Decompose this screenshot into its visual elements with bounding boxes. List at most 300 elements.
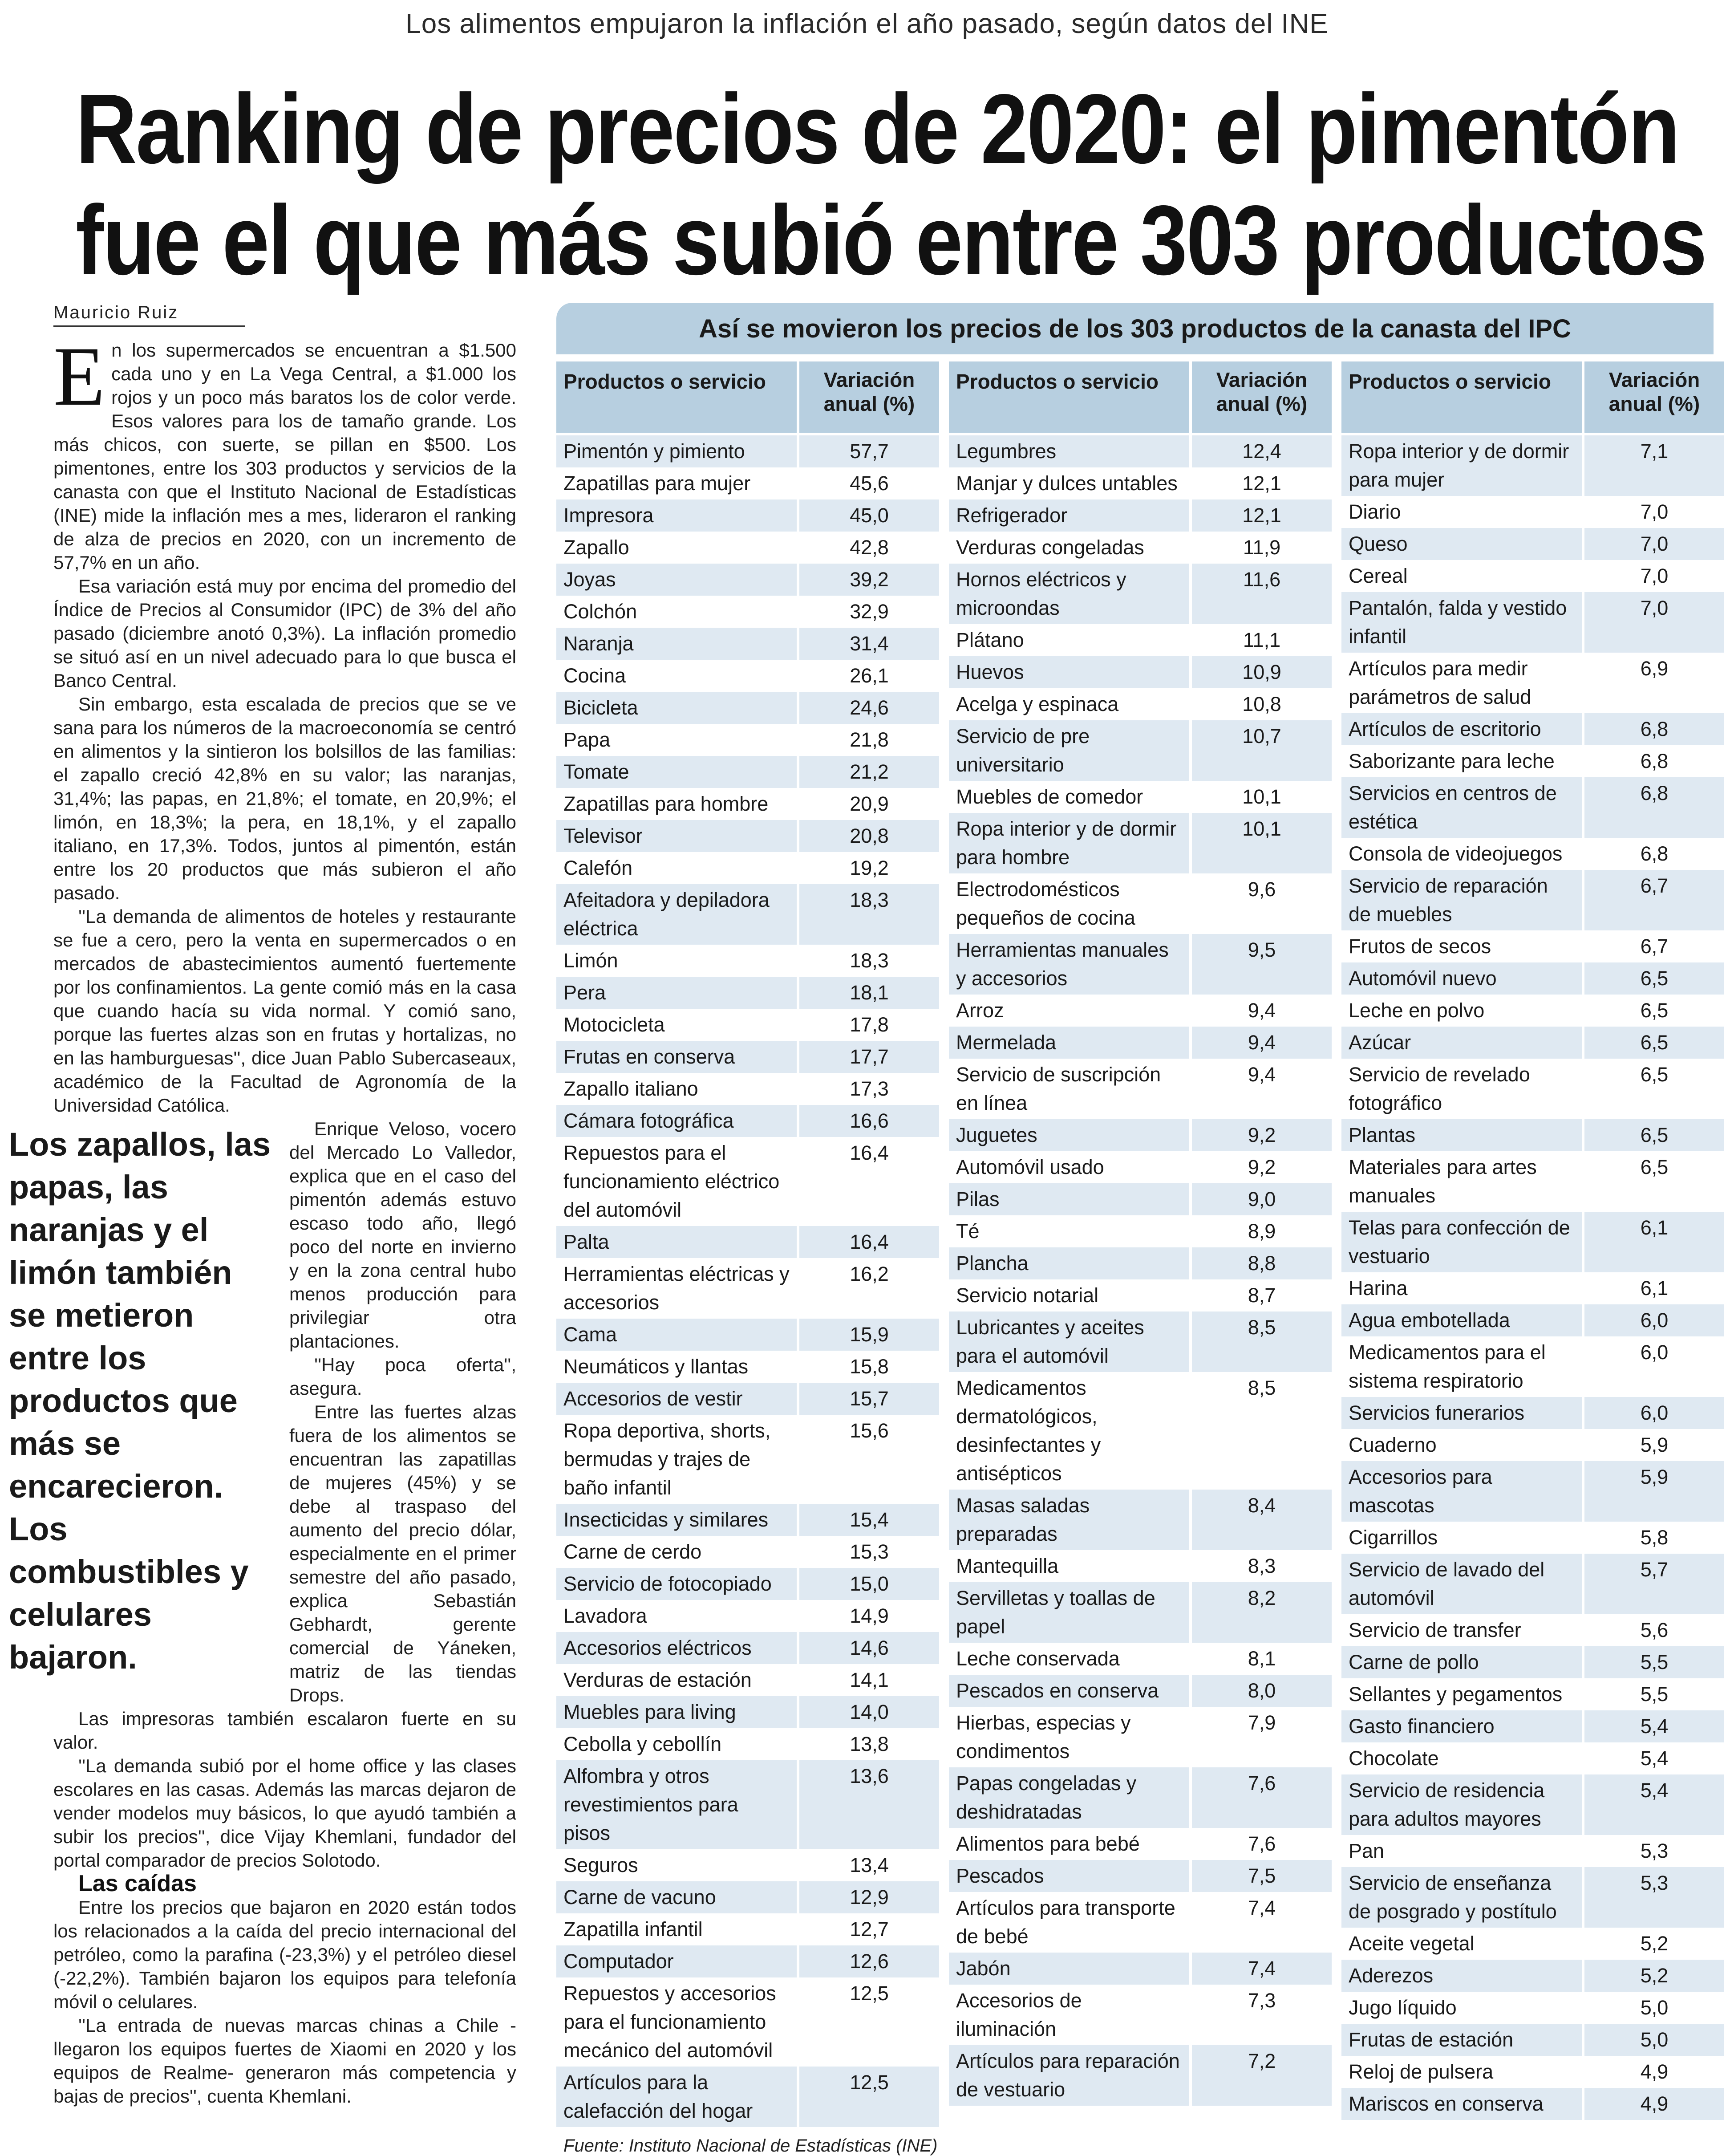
table-row	[556, 1696, 939, 1728]
table-row	[949, 435, 1332, 467]
table-row	[1341, 1059, 1724, 1119]
variation-value: 7,6	[1189, 1828, 1332, 1860]
table-row	[1341, 1304, 1724, 1336]
table-row	[556, 788, 939, 820]
variation-value: 5,4	[1582, 1710, 1724, 1742]
variation-value: 45,6	[797, 467, 939, 499]
table-row	[949, 624, 1332, 656]
variation-value: 57,7	[797, 435, 939, 467]
product-name: Servicios funerarios	[1341, 1397, 1582, 1429]
table-row	[1341, 1522, 1724, 1554]
table-header	[556, 361, 939, 435]
headline-line-1: Ranking de precios de 2020: el pimentón	[76, 74, 1679, 184]
variation-value: 9,4	[1189, 1027, 1332, 1059]
table-row	[556, 1728, 939, 1760]
variation-value: 15,0	[797, 1568, 939, 1600]
table-row	[556, 1504, 939, 1536]
variation-value: 17,8	[797, 1009, 939, 1041]
table-row	[949, 1372, 1332, 1490]
product-name: Colchón	[556, 596, 797, 628]
variation-value: 9,6	[1189, 873, 1332, 934]
article-paragraph: En los supermercados se encuentran a $1.500 cada uno y en La Vega Central, a $1.000 los rojos y un poco más baratos los de color verde. Esos valores para los de tamaño grande. Los más chicos, con suerte, se pillan en $500. Los pimentones, entre los 303 productos y servicios de la canasta con que el Instituto Nacional de Estadísticas (INE) mide la inflación mes a mes, lideraron el ranking de alza de precios en 2020, con un incremento de 57,7% en un año.	[53, 330, 516, 573]
product-name: Electrodomésticos pequeños de cocina	[949, 873, 1189, 934]
product-name: Verduras congeladas	[949, 532, 1189, 564]
variation-value: 5,7	[1582, 1554, 1724, 1614]
variation-value: 6,8	[1582, 713, 1724, 745]
product-name: Plancha	[949, 1247, 1189, 1279]
table-row	[1341, 435, 1724, 496]
table-row	[556, 1568, 939, 1600]
table-row	[556, 1600, 939, 1632]
variation-value: 5,5	[1582, 1678, 1724, 1710]
table-row	[556, 1664, 939, 1696]
table-row	[556, 1258, 939, 1319]
variation-value: 8,0	[1189, 1675, 1332, 1707]
product-name: Huevos	[949, 656, 1189, 688]
header-variation: Variación anual (%)	[1582, 361, 1724, 433]
product-name: Afeitadora y depiladora eléctrica	[556, 884, 797, 945]
product-name: Pilas	[949, 1183, 1189, 1215]
table-row	[949, 1675, 1332, 1707]
table-row	[949, 995, 1332, 1027]
table-row	[556, 499, 939, 532]
table-source: Fuente: Instituto Nacional de Estadísticas (INE)	[563, 2136, 938, 2156]
table-row	[949, 532, 1332, 564]
article-paragraph: ''La demanda subió por el home office y las clases escolares en las casas. Además las marcas dejaron de vender modelos muy básicos, lo que ayudó también a subir los precios'', dice Vijay Khemlani, fundador del portal comparador de precios Solotodo.	[53, 1755, 516, 1871]
table-row	[1341, 2024, 1724, 2056]
variation-value: 17,3	[797, 1073, 939, 1105]
variation-value: 6,8	[1582, 745, 1724, 777]
variation-value: 12,1	[1189, 467, 1332, 499]
product-name: Automóvil nuevo	[1341, 962, 1582, 995]
variation-value: 11,6	[1189, 564, 1332, 624]
variation-value: 11,9	[1189, 532, 1332, 564]
product-name: Cuaderno	[1341, 1429, 1582, 1461]
table-row	[1341, 1867, 1724, 1928]
variation-value: 9,4	[1189, 995, 1332, 1027]
table-row	[556, 1383, 939, 1415]
variation-value: 13,8	[797, 1728, 939, 1760]
variation-value: 20,8	[797, 820, 939, 852]
section-subhead: Las caídas	[78, 1871, 197, 1896]
variation-value: 6,8	[1582, 838, 1724, 870]
variation-value: 16,4	[797, 1226, 939, 1258]
product-name: Accesorios para mascotas	[1341, 1461, 1582, 1522]
variation-value: 13,4	[797, 1849, 939, 1881]
product-name: Palta	[556, 1226, 797, 1258]
product-name: Cereal	[1341, 560, 1582, 592]
product-name: Servicio de suscripción en línea	[949, 1059, 1189, 1119]
variation-value: 5,2	[1582, 1960, 1724, 1992]
table-row	[556, 1536, 939, 1568]
product-name: Cámara fotográfica	[556, 1105, 797, 1137]
variation-value: 16,2	[797, 1258, 939, 1319]
variation-value: 7,1	[1582, 435, 1724, 496]
variation-value: 19,2	[797, 852, 939, 884]
variation-value: 6,8	[1582, 777, 1724, 838]
price-table	[556, 303, 1714, 2156]
product-name: Papas congeladas y deshidratadas	[949, 1767, 1189, 1828]
table-row	[949, 1707, 1332, 1767]
table-row	[556, 945, 939, 977]
variation-value: 12,4	[1189, 435, 1332, 467]
table-row	[949, 720, 1332, 781]
table-row	[556, 1226, 939, 1258]
article-paragraph: ''La entrada de nuevas marcas chinas a Chile -llegaron los equipos fuertes de Xiaomi en 2020 y los equipos de Realme- generaron más competencia y bajas de precios'', cuenta Khemlani.	[53, 2015, 516, 2107]
product-name: Artículos para medir parámetros de salud	[1341, 653, 1582, 713]
variation-value: 14,1	[797, 1664, 939, 1696]
table-row	[949, 1953, 1332, 1985]
article-paragraph: Esa variación está muy por encima del promedio del Índice de Precios al Consumidor (IPC) de 3% del año pasado (diciembre anotó 0,3%). La inflación promedio se situó así en un nivel adecuado para lo que busca el Banco Central.	[53, 576, 516, 691]
table-row	[1341, 930, 1724, 962]
product-name: Refrigerador	[949, 499, 1189, 532]
variation-value: 4,9	[1582, 2056, 1724, 2088]
variation-value: 5,5	[1582, 1646, 1724, 1678]
product-name: Servicio de revelado fotográfico	[1341, 1059, 1582, 1119]
product-name: Ropa interior y de dormir para mujer	[1341, 435, 1582, 496]
table-row	[949, 1215, 1332, 1247]
product-name: Lavadora	[556, 1600, 797, 1632]
variation-value: 7,0	[1582, 592, 1724, 653]
variation-value: 11,1	[1189, 624, 1332, 656]
table-row	[556, 564, 939, 596]
table-row	[949, 656, 1332, 688]
variation-value: 6,1	[1582, 1212, 1724, 1272]
product-name: Frutas de estación	[1341, 2024, 1582, 2056]
product-name: Accesorios de vestir	[556, 1383, 797, 1415]
variation-value: 7,9	[1189, 1707, 1332, 1767]
product-name: Carne de vacuno	[556, 1881, 797, 1913]
table-rows	[556, 435, 939, 2127]
table-header	[1341, 361, 1724, 435]
product-name: Televisor	[556, 820, 797, 852]
table-row	[1341, 528, 1724, 560]
variation-value: 6,5	[1582, 1027, 1724, 1059]
product-name: Aderezos	[1341, 1960, 1582, 1992]
product-name: Servicio de lavado del automóvil	[1341, 1554, 1582, 1614]
product-name: Muebles para living	[556, 1696, 797, 1728]
variation-value: 14,6	[797, 1632, 939, 1664]
table-row	[556, 1009, 939, 1041]
table-row	[556, 1632, 939, 1664]
article-paragraph: Las impresoras también escalaron fuerte en su valor.	[53, 1708, 516, 1753]
product-name: Alimentos para bebé	[949, 1828, 1189, 1860]
table-row	[556, 1415, 939, 1504]
table-row	[949, 2045, 1332, 2106]
product-name: Joyas	[556, 564, 797, 596]
header-variation: Variación anual (%)	[797, 361, 939, 433]
variation-value: 12,9	[797, 1881, 939, 1913]
table-row	[556, 467, 939, 499]
variation-value: 9,2	[1189, 1119, 1332, 1151]
table-row	[556, 1977, 939, 2067]
product-name: Leche en polvo	[1341, 995, 1582, 1027]
headline-line-2: fue el que más subió entre 303 productos	[76, 185, 1706, 296]
table-row	[556, 756, 939, 788]
product-name: Cocina	[556, 660, 797, 692]
variation-value: 32,9	[797, 596, 939, 628]
product-name: Cama	[556, 1319, 797, 1351]
variation-value: 5,3	[1582, 1867, 1724, 1928]
table-row	[1341, 838, 1724, 870]
variation-value: 6,5	[1582, 995, 1724, 1027]
product-name: Lubricantes y aceites para el automóvil	[949, 1311, 1189, 1372]
table-row	[556, 977, 939, 1009]
table-row	[556, 884, 939, 945]
product-name: Masas saladas preparadas	[949, 1490, 1189, 1550]
product-name: Carne de pollo	[1341, 1646, 1582, 1678]
table-row	[1341, 1614, 1724, 1646]
variation-value: 6,5	[1582, 1119, 1724, 1151]
table-row	[556, 1760, 939, 1849]
product-name: Hornos eléctricos y microondas	[949, 564, 1189, 624]
variation-value: 15,7	[797, 1383, 939, 1415]
dropcap: E	[53, 330, 105, 423]
variation-value: 5,6	[1582, 1614, 1724, 1646]
article-paragraph: Enrique Veloso, vocero del Mercado Lo Valledor, explica que en el caso del pimentón además estuvo escaso todo año, llegó poco del norte en invierno y en la zona central hubo menos producción para privilegiar otra plantaciones.	[289, 1118, 516, 1352]
product-name: Jugo líquido	[1341, 1992, 1582, 2024]
product-name: Alfombra y otros revestimientos para pisos	[556, 1760, 797, 1849]
table-row	[1341, 1151, 1724, 1212]
variation-value: 8,8	[1189, 1247, 1332, 1279]
variation-value: 16,4	[797, 1137, 939, 1226]
variation-value: 18,3	[797, 884, 939, 945]
table-row	[949, 1892, 1332, 1953]
table-row	[556, 692, 939, 724]
variation-value: 10,7	[1189, 720, 1332, 781]
table-row	[949, 1183, 1332, 1215]
product-name: Zapatillas para hombre	[556, 788, 797, 820]
product-name: Cebolla y cebollín	[556, 1728, 797, 1760]
product-name: Agua embotellada	[1341, 1304, 1582, 1336]
variation-value: 10,8	[1189, 688, 1332, 720]
product-name: Plantas	[1341, 1119, 1582, 1151]
product-name: Limón	[556, 945, 797, 977]
table-row	[1341, 1928, 1724, 1960]
table-row	[556, 1351, 939, 1383]
product-name: Legumbres	[949, 435, 1189, 467]
table-row	[556, 596, 939, 628]
table-row	[949, 1985, 1332, 2045]
product-name: Mermelada	[949, 1027, 1189, 1059]
product-name: Queso	[1341, 528, 1582, 560]
product-name: Servicio de pre universitario	[949, 720, 1189, 781]
variation-value: 17,7	[797, 1041, 939, 1073]
product-name: Accesorios de iluminación	[949, 1985, 1189, 2045]
variation-value: 10,1	[1189, 781, 1332, 813]
variation-value: 5,4	[1582, 1774, 1724, 1835]
product-name: Sellantes y pegamentos	[1341, 1678, 1582, 1710]
product-name: Pescados en conserva	[949, 1675, 1189, 1707]
table-row	[1341, 1742, 1724, 1774]
table-row	[1341, 1554, 1724, 1614]
product-name: Pimentón y pimiento	[556, 435, 797, 467]
product-name: Artículos de escritorio	[1341, 713, 1582, 745]
table-row	[949, 1279, 1332, 1311]
product-name: Artículos para la calefacción del hogar	[556, 2067, 797, 2127]
table-row	[949, 1247, 1332, 1279]
variation-value: 21,8	[797, 724, 939, 756]
product-name: Herramientas eléctricas y accesorios	[556, 1258, 797, 1319]
product-name: Zapallo italiano	[556, 1073, 797, 1105]
product-name: Medicamentos dermatológicos, desinfectantes y antisépticos	[949, 1372, 1189, 1490]
table-row	[1341, 560, 1724, 592]
variation-value: 45,0	[797, 499, 939, 532]
product-name: Chocolate	[1341, 1742, 1582, 1774]
variation-value: 8,3	[1189, 1550, 1332, 1582]
product-name: Acelga y espinaca	[949, 688, 1189, 720]
table-row	[1341, 1646, 1724, 1678]
article-paragraph: ''La demanda de alimentos de hoteles y restaurante se fue a cero, pero la venta en supermercados o en mercados de abastecimientos aumentó fuertemente por los confinamientos. La gente comió más en la casa que cuando hacía su vida normal. Y comió sano, porque las fuertes alzas son en frutas y hortalizas, no en las hamburguesas'', dice Juan Pablo Subercaseaux, académico de la Facultad de Agronomía de la Universidad Católica.	[53, 906, 516, 1116]
variation-value: 9,5	[1189, 934, 1332, 995]
product-name: Naranja	[556, 628, 797, 660]
table-row	[949, 934, 1332, 995]
variation-value: 15,3	[797, 1536, 939, 1568]
product-name: Servicios en centros de estética	[1341, 777, 1582, 838]
table-row	[556, 660, 939, 692]
table-row	[949, 873, 1332, 934]
table-row	[556, 1849, 939, 1881]
table-row	[556, 820, 939, 852]
variation-value: 6,1	[1582, 1272, 1724, 1304]
table-row	[556, 532, 939, 564]
product-name: Accesorios eléctricos	[556, 1632, 797, 1664]
product-name: Zapatillas para mujer	[556, 467, 797, 499]
table-row	[949, 1311, 1332, 1372]
headline	[76, 73, 1706, 296]
product-name: Frutos de secos	[1341, 930, 1582, 962]
product-name: Tomate	[556, 756, 797, 788]
table-row	[949, 1059, 1332, 1119]
variation-value: 15,6	[797, 1415, 939, 1504]
product-name: Repuestos para el funcionamiento eléctrico del automóvil	[556, 1137, 797, 1226]
product-name: Calefón	[556, 852, 797, 884]
table-row	[949, 1119, 1332, 1151]
article-paragraph: Entre las fuertes alzas fuera de los alimentos se encuentran las zapatillas de mujeres (45%) y se debe al traspaso del aumento del precio dólar, especialmente en el primer semestre del año pasado, explica Sebastián Gebhardt, gerente comercial de Yáneken, matriz de las tiendas Drops.	[289, 1401, 516, 1705]
table-row	[949, 499, 1332, 532]
product-name: Plátano	[949, 624, 1189, 656]
variation-value: 8,1	[1189, 1643, 1332, 1675]
product-name: Motocicleta	[556, 1009, 797, 1041]
variation-value: 5,4	[1582, 1742, 1724, 1774]
variation-value: 15,9	[797, 1319, 939, 1351]
product-name: Verduras de estación	[556, 1664, 797, 1696]
product-name: Cigarrillos	[1341, 1522, 1582, 1554]
product-name: Neumáticos y llantas	[556, 1351, 797, 1383]
product-name: Ropa deportiva, shorts, bermudas y trajes de baño infantil	[556, 1415, 797, 1504]
product-name: Servicio de reparación de muebles	[1341, 870, 1582, 930]
table-row	[556, 724, 939, 756]
product-name: Herramientas manuales y accesorios	[949, 934, 1189, 995]
variation-value: 7,0	[1582, 560, 1724, 592]
table-row	[949, 564, 1332, 624]
product-name: Diario	[1341, 496, 1582, 528]
table-row	[949, 1490, 1332, 1550]
product-name: Pantalón, falda y vestido infantil	[1341, 592, 1582, 653]
pull-quote: Los zapallos, las papas, las naranjas y el limón también se metieron entre los productos que más se encarecieron. Los combustibles y celulares bajaron.	[9, 1126, 271, 1676]
product-name: Azúcar	[1341, 1027, 1582, 1059]
product-name: Arroz	[949, 995, 1189, 1027]
table-row	[1341, 1397, 1724, 1429]
product-name: Jabón	[949, 1953, 1189, 1985]
product-name: Mantequilla	[949, 1550, 1189, 1582]
product-name: Zapallo	[556, 532, 797, 564]
product-name: Bicicleta	[556, 692, 797, 724]
variation-value: 24,6	[797, 692, 939, 724]
product-name: Artículos para transporte de bebé	[949, 1892, 1189, 1953]
variation-value: 15,8	[797, 1351, 939, 1383]
table-row	[556, 1913, 939, 1945]
product-name: Servicio notarial	[949, 1279, 1189, 1311]
variation-value: 39,2	[797, 564, 939, 596]
table-row	[1341, 653, 1724, 713]
variation-value: 31,4	[797, 628, 939, 660]
table-row	[556, 1041, 939, 1073]
product-name: Carne de cerdo	[556, 1536, 797, 1568]
table-row	[556, 1105, 939, 1137]
variation-value: 6,0	[1582, 1304, 1724, 1336]
table-rows	[949, 435, 1332, 2106]
table-row	[949, 1860, 1332, 1892]
product-name: Repuestos y accesorios para el funcionamiento mecánico del automóvil	[556, 1977, 797, 2067]
variation-value: 14,0	[797, 1696, 939, 1728]
table-row	[949, 467, 1332, 499]
table-row	[1341, 2056, 1724, 2088]
variation-value: 5,2	[1582, 1928, 1724, 1960]
table-row	[1341, 496, 1724, 528]
variation-value: 7,3	[1189, 1985, 1332, 2045]
table-row	[949, 1828, 1332, 1860]
variation-value: 6,5	[1582, 1059, 1724, 1119]
variation-value: 5,9	[1582, 1429, 1724, 1461]
product-name: Papa	[556, 724, 797, 756]
product-name: Aceite vegetal	[1341, 1928, 1582, 1960]
table-row	[556, 2067, 939, 2127]
product-name: Automóvil usado	[949, 1151, 1189, 1183]
product-name: Telas para confección de vestuario	[1341, 1212, 1582, 1272]
table-row	[949, 688, 1332, 720]
product-name: Servicio de residencia para adultos mayores	[1341, 1774, 1582, 1835]
table-row	[1341, 1992, 1724, 2024]
table-row	[1341, 1212, 1724, 1272]
table-row	[1341, 1710, 1724, 1742]
article-body	[9, 330, 516, 2107]
header-product: Productos o servicio	[1341, 361, 1582, 433]
product-name: Té	[949, 1215, 1189, 1247]
product-name: Medicamentos para el sistema respiratorio	[1341, 1336, 1582, 1397]
product-name: Pescados	[949, 1860, 1189, 1892]
variation-value: 15,4	[797, 1504, 939, 1536]
table-row	[556, 852, 939, 884]
variation-value: 10,9	[1189, 656, 1332, 688]
article-paragraph: Entre los precios que bajaron en 2020 están todos los relacionados a la caída del precio internacional del petróleo, como la parafina (-23,3%) y el petróleo diesel (-22,2%). También bajaron los equipos para telefonía móvil o celulares.	[53, 1897, 516, 2012]
variation-value: 8,4	[1189, 1490, 1332, 1550]
variation-value: 5,8	[1582, 1522, 1724, 1554]
variation-value: 5,0	[1582, 1992, 1724, 2024]
variation-value: 9,2	[1189, 1151, 1332, 1183]
table-row	[556, 1945, 939, 1977]
table-row	[1341, 1960, 1724, 1992]
table-row	[556, 1137, 939, 1226]
variation-value: 8,5	[1189, 1372, 1332, 1490]
product-name: Impresora	[556, 499, 797, 532]
product-name: Servilletas y toallas de papel	[949, 1582, 1189, 1643]
variation-value: 20,9	[797, 788, 939, 820]
variation-value: 5,9	[1582, 1461, 1724, 1522]
variation-value: 13,6	[797, 1760, 939, 1849]
variation-value: 7,4	[1189, 1953, 1332, 1985]
product-name: Pan	[1341, 1835, 1582, 1867]
